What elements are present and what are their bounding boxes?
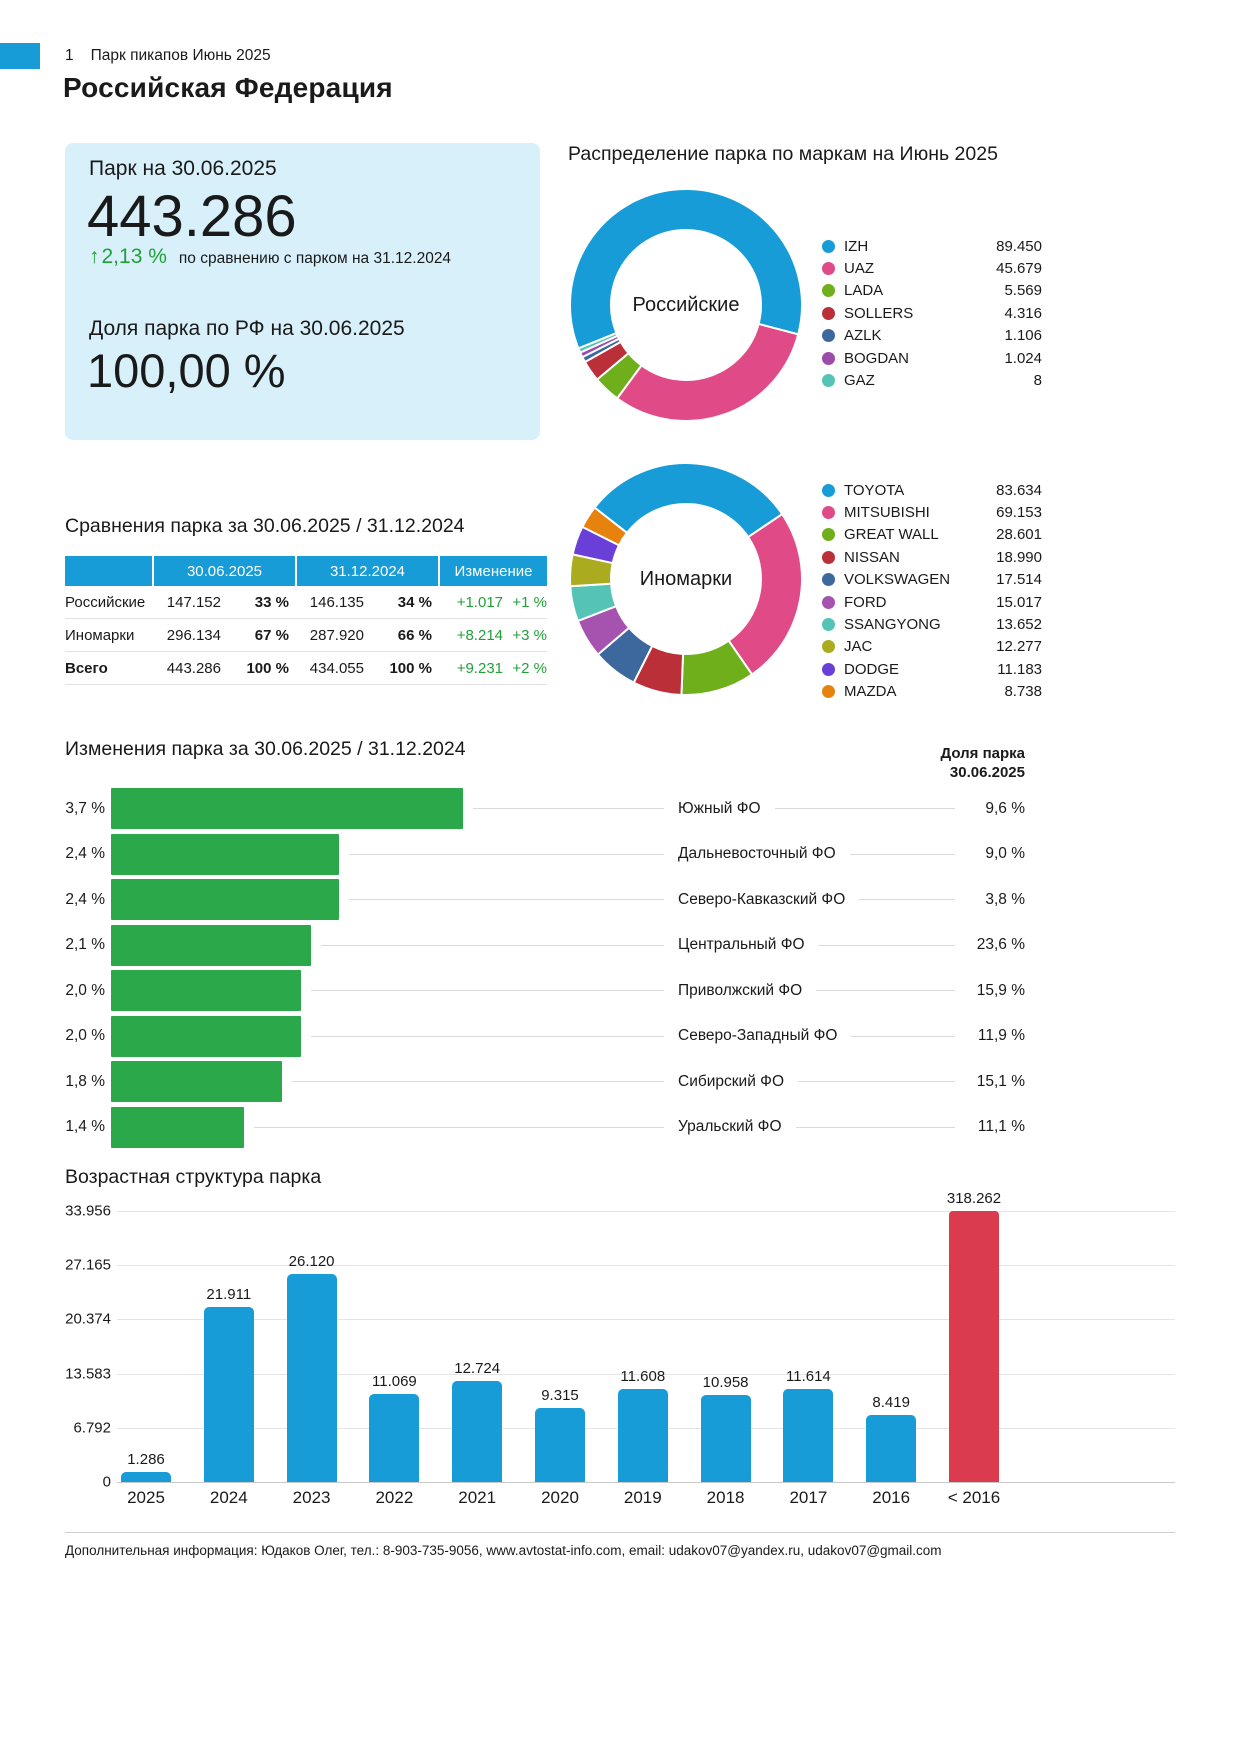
legend-label: IZH (844, 237, 869, 255)
age-bar-value: 8.419 (872, 1393, 910, 1411)
legend-dot-ssangyong (822, 618, 835, 631)
donut-center-label-russian: Российские (632, 293, 740, 316)
connector-line (819, 945, 955, 946)
report-name: Парк пикапов Июнь 2025 (90, 47, 271, 64)
region-share-percent: 9,6 % (985, 799, 1025, 817)
x-axis-label-2019: 2019 (623, 1488, 662, 1507)
legend-value: 89.450 (996, 237, 1042, 255)
table-cell-c-dp: +3 % (512, 626, 547, 644)
table-cell-c-v2: 434.055 (309, 659, 364, 677)
legend-label: SSANGYONG (844, 616, 941, 634)
table-cell-c-p1: 67 % (254, 626, 289, 644)
gridline-33956 (117, 1211, 1175, 1212)
age-bar-2019 (618, 1389, 668, 1482)
legend-value: 11.183 (997, 660, 1042, 678)
legend-label: SOLLERS (844, 304, 914, 322)
gridline-0 (117, 1482, 1175, 1483)
legend-label: BOGDAN (844, 349, 910, 367)
connector-line (816, 990, 955, 991)
connector-line (254, 1127, 664, 1128)
region-bar (111, 970, 301, 1011)
legend-value: 18.990 (996, 548, 1042, 566)
age-bar-2022 (369, 1394, 419, 1482)
legend-label: JAC (844, 638, 873, 656)
connector-line (850, 854, 955, 855)
legend-item-lada (822, 280, 1042, 302)
region-bar (111, 1016, 301, 1057)
donut-slice-toyota (595, 463, 783, 537)
legend-dot-lada (822, 284, 835, 297)
legend-label: AZLK (844, 327, 882, 345)
legend-label: VOLKSWAGEN (844, 571, 951, 589)
fleet-date-label: Парк на 30.06.2025 (89, 157, 277, 180)
age-bar-value: 1.286 (127, 1450, 165, 1468)
legend-item-gaz (822, 369, 1042, 391)
y-tick-label: 6.792 (73, 1419, 111, 1437)
legend-dot-uaz (822, 262, 835, 275)
table-cell-c-p2: 100 % (389, 659, 432, 677)
region-name: Центральный ФО (678, 936, 805, 954)
region-bar-zone (111, 923, 678, 969)
age-bar-2021 (452, 1381, 502, 1483)
region-change-percent: 1,4 % (65, 1118, 105, 1136)
region-bar (111, 834, 339, 875)
age-bar-value: 11.069 (372, 1372, 417, 1390)
connector-line (473, 808, 664, 809)
region-change-percent: 1,8 % (65, 1072, 105, 1090)
legend-item-izh (822, 235, 1042, 257)
legend-item-ford (822, 591, 1042, 613)
connector-line (859, 899, 955, 900)
region-row-северо-западный-фо (65, 1014, 1025, 1060)
region-change-percent: 2,1 % (65, 936, 105, 954)
table-cell-c-dp: +2 % (512, 659, 547, 677)
donut-slice-uaz (617, 324, 798, 421)
legend-foreign-brands (822, 479, 1042, 703)
table-header-30-06-2025: 30.06.2025 (152, 556, 295, 586)
legend-dot-azlk (822, 329, 835, 342)
region-bar (111, 925, 311, 966)
age-bar-value: 9.315 (541, 1386, 579, 1404)
legend-label: NISSAN (844, 548, 900, 566)
legend-item-jac (822, 636, 1042, 658)
legend-value: 8 (1033, 372, 1042, 390)
region-bar-zone (111, 1014, 678, 1060)
regional-changes-title: Изменения парка за 30.06.2025 / 31.12.2024 (65, 738, 466, 760)
y-tick-label: 13.583 (65, 1365, 111, 1383)
legend-value: 15.017 (996, 593, 1042, 611)
legend-item-azlk (822, 325, 1042, 347)
connector-line (349, 854, 664, 855)
table-cell-c-p1: 100 % (246, 659, 289, 677)
region-bar (111, 1061, 282, 1102)
legend-label: GAZ (844, 372, 875, 390)
table-cell-c-v1: 443.286 (166, 659, 221, 677)
connector-line (796, 1127, 955, 1128)
age-bar-2025 (121, 1472, 171, 1482)
comparison-table (65, 556, 547, 685)
legend-label: LADA (844, 282, 884, 300)
legend-dot-gaz (822, 374, 835, 387)
donut-chart-russian (568, 187, 804, 423)
table-cell-c-dp: +1 % (512, 593, 547, 611)
age-bar-value: 11.614 (786, 1368, 831, 1386)
x-axis-label-2016: 2016 (872, 1488, 911, 1507)
x-axis-label--2016: < 2016 (947, 1488, 1001, 1507)
share-header-line2: 30.06.2025 (949, 764, 1025, 781)
table-cell-c-label: Всего (65, 659, 108, 677)
legend-dot-nissan (822, 551, 835, 564)
legend-item-uaz (822, 257, 1042, 279)
donut-center-label-foreign: Иномарки (639, 567, 733, 590)
table-cell-c-dv: +8.214 (456, 626, 503, 644)
region-share-percent: 11,9 % (977, 1027, 1025, 1045)
region-name: Южный ФО (678, 799, 761, 817)
legend-dot-ford (822, 596, 835, 609)
donut-slice-izh (570, 189, 802, 348)
table-cell-c-label: Иномарки (65, 626, 135, 644)
donut-slice-mitsubishi (729, 514, 802, 674)
legend-label: UAZ (844, 260, 874, 278)
age-bar-value: 318.262 (946, 1190, 1002, 1207)
table-cell-c-p1: 33 % (254, 593, 289, 611)
age-bar-2016 (866, 1415, 916, 1482)
table-cell-c-p2: 66 % (397, 626, 432, 644)
table-row-всего (65, 652, 547, 685)
age-structure-chart (65, 1190, 1175, 1516)
fleet-change-row (89, 245, 451, 269)
x-axis-label-2020: 2020 (541, 1488, 579, 1507)
table-cell-c-p2: 34 % (397, 593, 432, 611)
legend-value: 1.024 (1004, 349, 1042, 367)
legend-label: TOYOTA (844, 481, 905, 499)
y-tick-label: 20.374 (65, 1310, 111, 1328)
legend-dot-mazda (822, 685, 835, 698)
x-axis-label-2024: 2024 (209, 1488, 248, 1507)
region-name: Приволжский ФО (678, 981, 803, 999)
page-header (65, 47, 271, 65)
region-bar-zone (111, 968, 678, 1014)
legend-item-dodge (822, 658, 1042, 680)
region-share-percent: 23,6 % (976, 936, 1025, 954)
legend-label: MAZDA (844, 683, 897, 701)
region-change-percent: 2,4 % (65, 890, 105, 908)
table-cell-c-dv: +1.017 (456, 593, 503, 611)
table-cell-c-v2: 146.135 (309, 593, 364, 611)
share-column-header (885, 744, 1025, 782)
region-bar (111, 879, 339, 920)
region-name: Северо-Западный ФО (678, 1027, 838, 1045)
legend-value: 1.106 (1004, 327, 1042, 345)
fleet-share-label: Доля парка по РФ на 30.06.2025 (89, 317, 405, 340)
region-bar-zone (111, 786, 678, 832)
region-bar-zone (111, 832, 678, 878)
legend-dot-mitsubishi (822, 506, 835, 519)
x-axis-label-2021: 2021 (458, 1488, 497, 1507)
footer-contact-info: Дополнительная информация: Юдаков Олег, тел.: 8-903-735-9056, www.avtostat-info.com, email: udakov07@yandex.ru, udakov07@gmail.com (65, 1543, 942, 1558)
page-number: 1 (65, 47, 74, 64)
region-share-percent: 15,1 % (976, 1072, 1025, 1090)
region-row-северо-кавказский-фо (65, 877, 1025, 923)
legend-item-sollers (822, 302, 1042, 324)
x-axis-label-2025: 2025 (127, 1488, 165, 1507)
gridline-20374 (117, 1319, 1175, 1320)
legend-item-volkswagen (822, 569, 1042, 591)
legend-item-ssangyong (822, 613, 1042, 635)
region-share-percent: 3,8 % (985, 890, 1025, 908)
legend-value: 69.153 (996, 504, 1042, 522)
fleet-change-note: по сравнению с парком на 31.12.2024 (178, 250, 452, 267)
donut-russian-svg (568, 187, 804, 423)
age-bar-value: 12.724 (454, 1359, 501, 1377)
legend-dot-toyota (822, 484, 835, 497)
legend-russian-brands (822, 235, 1042, 392)
summary-card (65, 143, 540, 440)
region-row-приволжский-фо (65, 968, 1025, 1014)
legend-label: FORD (844, 593, 887, 611)
age-bar-value: 11.608 (620, 1368, 666, 1386)
table-header-row (65, 556, 547, 586)
brand-distribution-title: Распределение парка по маркам на Июнь 2025 (568, 143, 998, 165)
connector-line (775, 808, 955, 809)
legend-value: 8.738 (1004, 683, 1042, 701)
legend-item-great-wall (822, 524, 1042, 546)
legend-value: 28.601 (996, 526, 1042, 544)
legend-value: 12.277 (996, 638, 1042, 656)
age-bar-2018 (701, 1395, 751, 1483)
connector-line (349, 899, 664, 900)
region-change-percent: 2,0 % (65, 1027, 105, 1045)
age-bar-2023 (287, 1274, 337, 1483)
legend-dot-great-wall (822, 528, 835, 541)
page-title: Российская Федерация (63, 72, 393, 103)
table-cell-c-v1: 296.134 (166, 626, 221, 644)
connector-line (798, 1081, 955, 1082)
table-cell-c-v1: 147.152 (166, 593, 221, 611)
legend-dot-sollers (822, 307, 835, 320)
region-change-percent: 2,0 % (65, 981, 105, 999)
x-axis-label-2018: 2018 (706, 1488, 745, 1507)
legend-item-nissan (822, 546, 1042, 568)
legend-item-bogdan (822, 347, 1042, 369)
table-header-изменение: Изменение (438, 556, 547, 586)
donut-chart-foreign (568, 461, 804, 697)
legend-dot-jac (822, 640, 835, 653)
region-share-percent: 11,1 % (977, 1118, 1025, 1136)
age-bar--2016 (949, 1211, 999, 1482)
connector-line (851, 1036, 955, 1037)
legend-value: 5.569 (1004, 282, 1042, 300)
legend-value: 17.514 (996, 571, 1042, 589)
region-row-сибирский-фо (65, 1059, 1025, 1105)
connector-line (292, 1081, 664, 1082)
region-change-percent: 3,7 % (65, 799, 105, 817)
connector-line (311, 1036, 664, 1037)
region-share-percent: 9,0 % (985, 845, 1025, 863)
fleet-change-percent: 2,13 % (101, 245, 167, 268)
table-header-empty (65, 556, 152, 586)
age-bar-2024 (204, 1307, 254, 1482)
region-name: Сибирский ФО (678, 1072, 785, 1090)
y-tick-label: 33.956 (65, 1202, 111, 1220)
share-header-line1: Доля парка (940, 745, 1025, 762)
legend-dot-izh (822, 240, 835, 253)
region-bar-zone (111, 1059, 678, 1105)
comparison-title: Сравнения парка за 30.06.2025 / 31.12.2024 (65, 515, 465, 537)
legend-item-toyota (822, 479, 1042, 501)
table-row-иномарки (65, 619, 547, 652)
legend-item-mazda (822, 681, 1042, 703)
region-bar-zone (111, 1105, 678, 1151)
donut-foreign-svg (568, 461, 804, 697)
age-bar-2020 (535, 1408, 585, 1482)
legend-label: GREAT WALL (844, 526, 939, 544)
age-bar-value: 26.120 (288, 1252, 335, 1270)
x-axis-label-2023: 2023 (292, 1488, 331, 1507)
region-row-южный-фо (65, 786, 1025, 832)
table-cell-c-dv: +9.231 (456, 659, 503, 677)
region-name: Уральский ФО (678, 1118, 782, 1136)
age-bar-value: 21.911 (206, 1286, 252, 1304)
legend-value: 45.679 (996, 260, 1042, 278)
table-cell-c-v2: 287.920 (309, 626, 364, 644)
region-share-percent: 15,9 % (976, 981, 1025, 999)
x-axis-label-2017: 2017 (789, 1488, 828, 1507)
region-bar-zone (111, 877, 678, 923)
region-row-уральский-фо (65, 1105, 1025, 1151)
legend-dot-volkswagen (822, 573, 835, 586)
legend-item-mitsubishi (822, 501, 1042, 523)
connector-line (311, 990, 664, 991)
legend-dot-dodge (822, 663, 835, 676)
regional-changes-chart (65, 786, 1025, 1150)
region-name: Северо-Кавказский ФО (678, 890, 846, 908)
fleet-total-value: 443.286 (87, 184, 297, 249)
x-axis-label-2022: 2022 (375, 1488, 414, 1507)
legend-value: 83.634 (996, 481, 1042, 499)
table-row-российские (65, 586, 547, 619)
region-bar (111, 1107, 244, 1148)
region-row-центральный-фо (65, 923, 1025, 969)
up-arrow-icon: ↑ (89, 245, 100, 268)
region-change-percent: 2,4 % (65, 845, 105, 863)
connector-line (321, 945, 664, 946)
table-cell-c-label: Российские (65, 593, 146, 611)
legend-value: 4.316 (1004, 304, 1042, 322)
legend-label: DODGE (844, 660, 900, 678)
page-corner-accent (0, 43, 40, 69)
age-bar-2017 (783, 1389, 833, 1482)
footer-divider (65, 1532, 1175, 1533)
age-bar-value: 10.958 (702, 1373, 749, 1391)
legend-value: 13.652 (996, 616, 1042, 634)
region-name: Дальневосточный ФО (678, 845, 836, 863)
y-tick-label: 0 (102, 1473, 111, 1491)
region-row-дальневосточный-фо (65, 832, 1025, 878)
region-bar (111, 788, 463, 829)
age-structure-title: Возрастная структура парка (65, 1166, 322, 1188)
fleet-share-value: 100,00 % (87, 344, 286, 397)
table-header-31-12-2024: 31.12.2024 (295, 556, 438, 586)
legend-label: MITSUBISHI (844, 504, 930, 522)
y-tick-label: 27.165 (65, 1256, 111, 1274)
legend-dot-bogdan (822, 352, 835, 365)
